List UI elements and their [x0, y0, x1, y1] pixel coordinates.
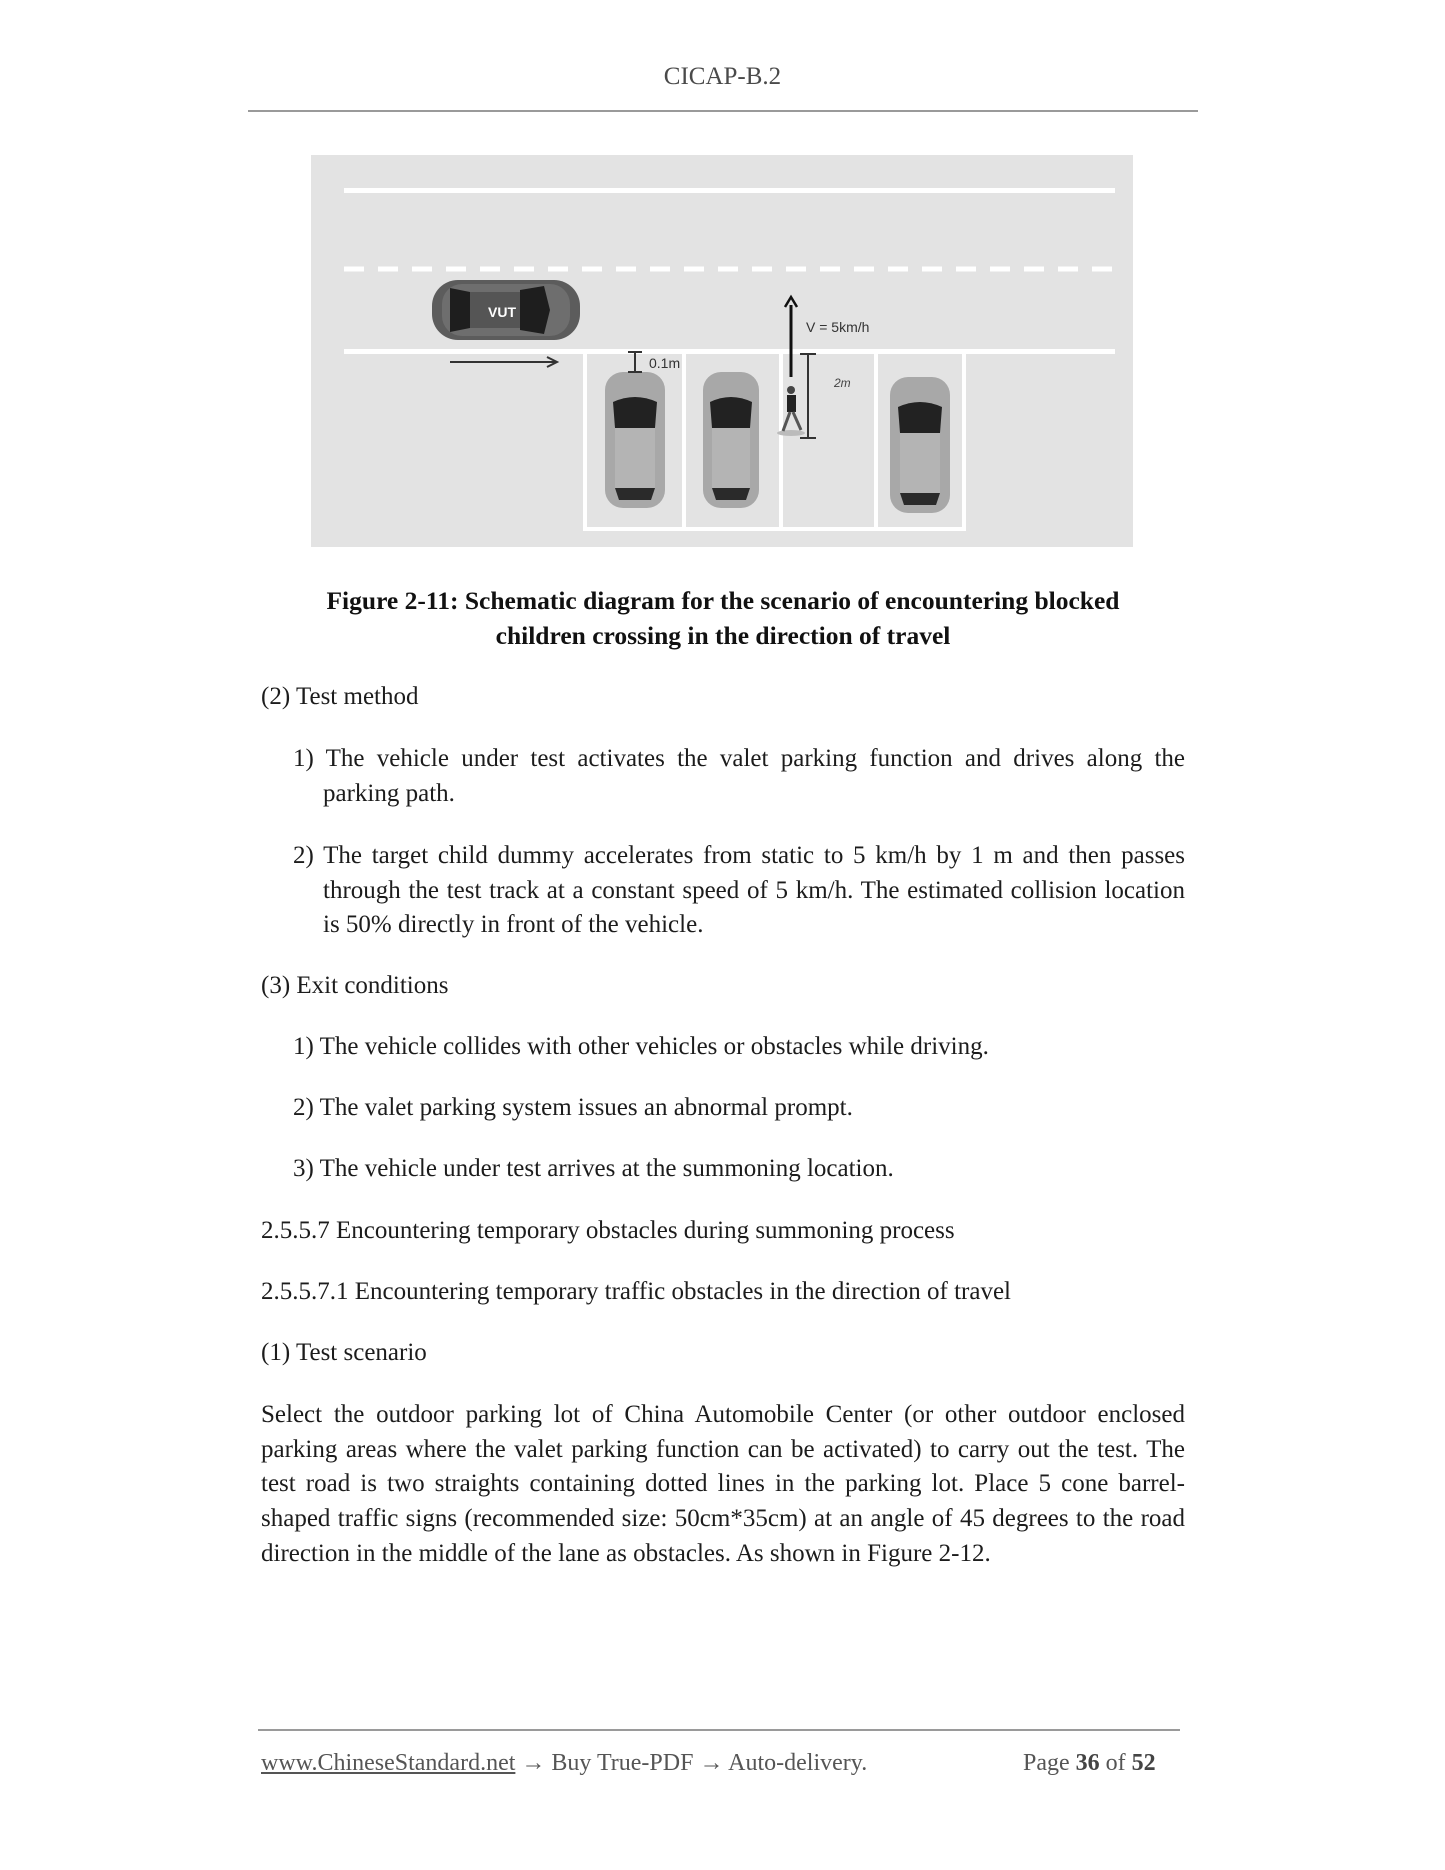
total-pages: 52 — [1131, 1750, 1156, 1776]
current-page: 36 — [1075, 1750, 1100, 1776]
figure-2-11-diagram — [311, 155, 1133, 547]
gap-measurement-marker — [628, 352, 642, 372]
test-method-item-2: 2) The target child dummy accelerates from static to 5 km/h by 1 m and then passes through the test track at a constant speed of 5 km/h. The estimated collision location is 50% directly in front of the vehicle. — [293, 842, 1185, 938]
test-method-heading: (2) Test method — [261, 683, 419, 710]
road-top-line — [344, 188, 1115, 193]
figure-caption-line-1: Figure 2-11: Schematic diagram for the scenario of encountering blocked — [326, 586, 1120, 615]
crossing-direction-arrow — [785, 297, 797, 377]
parked-car-icon-1 — [605, 372, 665, 508]
exit-condition-item-3: 3) The vehicle under test arrives at the summoning location. — [293, 1155, 894, 1182]
parked-car-icon-3 — [890, 377, 950, 513]
figure-caption — [250, 583, 1196, 653]
test-scenario-heading: (1) Test scenario — [261, 1339, 427, 1366]
exit-condition-item-2: 2) The valet parking system issues an abnormal prompt. — [293, 1094, 853, 1121]
figure-caption-line-2: children crossing in the direction of travel — [495, 621, 951, 650]
section-2-5-5-7-heading: 2.5.5.7 Encountering temporary obstacles during summoning process — [261, 1217, 955, 1244]
footer-left — [261, 1750, 867, 1777]
gap-label: 0.1m — [649, 355, 681, 371]
parked-car-icon-2 — [703, 372, 759, 508]
travel-direction-arrow — [450, 357, 557, 367]
arrow-right-icon: → — [521, 1750, 546, 1776]
test-method-item-1: 1) The vehicle under test activates the valet parking function and drives along the parking path. — [293, 745, 1185, 807]
vut-car-icon — [432, 280, 580, 340]
footer-website-link[interactable]: www.ChineseStandard.net — [261, 1750, 516, 1776]
exit-conditions-heading: (3) Exit conditions — [261, 972, 449, 999]
footer-divider — [258, 1729, 1180, 1731]
page-header-title: CICAP-B.2 — [663, 63, 782, 90]
speed-label: V = 5km/h — [806, 319, 870, 335]
test-scenario-paragraph: Select the outdoor parking lot of China Automobile Center (or other outdoor enclosed parking areas where the valet parking function can be activated) to carry out the test. The test road is two straights containing dotted lines in the parking lot. Place 5 cone barrel-shaped traffic signs (recommended size: 50cm*35cm) at an angle of 45 degrees to the road direction in the middle of the lane as obstacles. As shown in Figure 2-12. — [261, 1401, 1185, 1567]
vut-label: VUT — [488, 304, 516, 320]
arrow-right-icon: → — [699, 1750, 724, 1776]
section-2-5-5-7-1-heading: 2.5.5.7.1 Encountering temporary traffic obstacles in the direction of travel — [261, 1278, 1011, 1305]
footer-buy-text: Buy True-PDF — [551, 1750, 694, 1776]
road-bottom-line — [344, 349, 1115, 354]
header-divider — [248, 110, 1198, 112]
of-word: of — [1105, 1750, 1126, 1776]
exit-condition-item-1: 1) The vehicle collides with other vehicles or obstacles while driving. — [293, 1033, 989, 1060]
page-number — [1023, 1750, 1156, 1777]
distance-label: 2m — [834, 376, 851, 390]
distance-measurement-marker — [800, 354, 816, 438]
footer-delivery-text: Auto-delivery. — [728, 1750, 868, 1776]
page-word: Page — [1023, 1750, 1070, 1776]
